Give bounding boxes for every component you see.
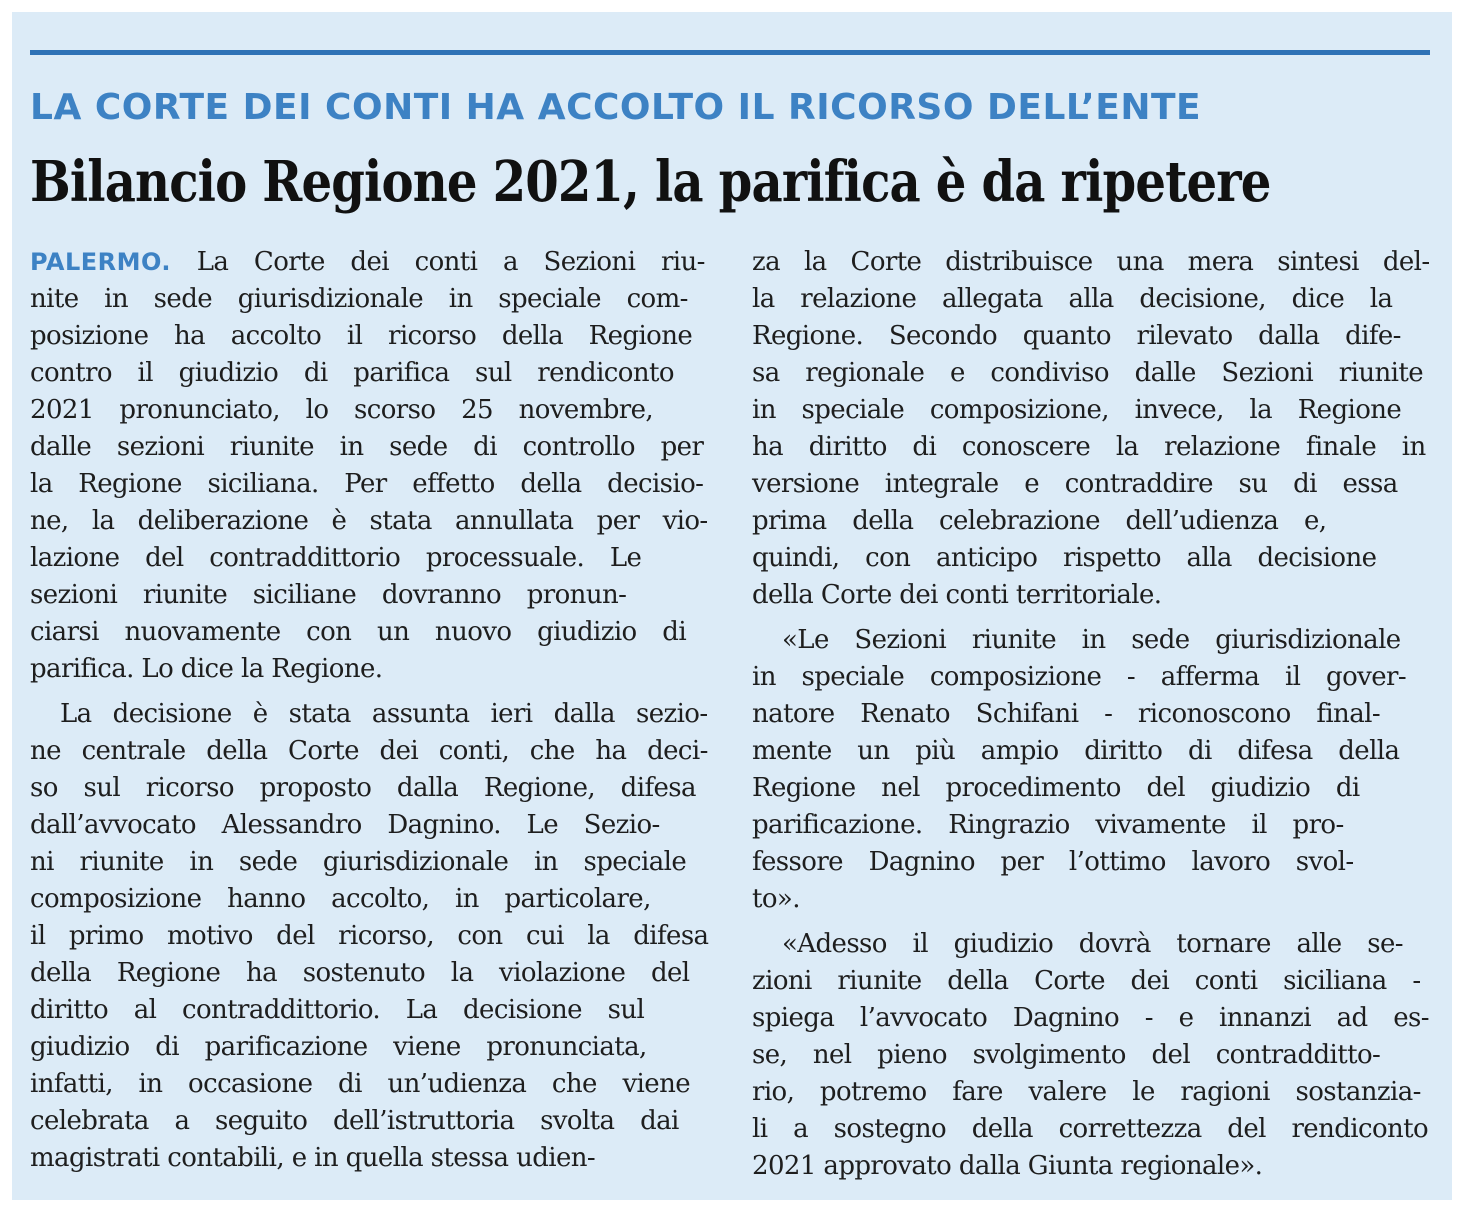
text-line xyxy=(30,992,708,1029)
line-text: giudizio di parificazione viene pronunciata, xyxy=(30,1032,647,1062)
line-text: «Adesso il giudizio dovrà tornare alle se- xyxy=(782,929,1403,959)
line-text: spiega l’avvocato Dagnino - e innanzi ad es- xyxy=(752,1003,1429,1033)
text-line xyxy=(752,1037,1430,1074)
text-line xyxy=(752,1000,1430,1037)
text-line xyxy=(30,1140,708,1177)
line-text: prima della celebrazione dell’udienza e, xyxy=(752,506,1327,536)
line-text: La Corte dei conti a Sezioni riu- xyxy=(196,247,705,277)
line-text: infatti, in occasione di un’udienza che viene xyxy=(30,1069,690,1099)
line-text: 2021 approvato dalla Giunta regionale». xyxy=(752,1151,1263,1181)
text-line xyxy=(752,733,1430,770)
line-text: «Le Sezioni riunite in sede giurisdizionale xyxy=(782,625,1401,655)
text-line xyxy=(752,622,1430,659)
article-headline: Bilancio Regione 2021, la parifica è da ripetere xyxy=(30,149,1271,215)
line-text: zioni riunite della Corte dei conti siciliana - xyxy=(752,966,1421,996)
article-kicker: LA CORTE DEI CONTI HA ACCOLTO IL RICORSO DELL’ENTE xyxy=(30,87,1202,128)
line-text: Regione. Secondo quanto rilevato dalla dife- xyxy=(752,321,1401,351)
line-text: to». xyxy=(752,884,800,914)
line-text: za la Corte distribuisce una mera sintesi del- xyxy=(752,247,1430,277)
text-line xyxy=(30,392,708,429)
left-column xyxy=(30,244,708,1177)
text-line xyxy=(30,355,708,392)
text-line xyxy=(752,281,1430,318)
line-text: versione integrale e contraddire su di essa xyxy=(752,469,1398,499)
text-line xyxy=(30,733,708,770)
right-column xyxy=(752,244,1430,1185)
text-line xyxy=(30,244,708,281)
text-line xyxy=(30,614,708,651)
text-line xyxy=(752,355,1430,392)
line-text: la relazione allegata alla decisione, dice la xyxy=(752,284,1393,314)
line-text: dall’avvocato Alessandro Dagnino. Le Sezio- xyxy=(30,810,660,840)
text-line xyxy=(752,392,1430,429)
line-text: ha diritto di conoscere la relazione finale in xyxy=(752,432,1426,462)
line-text: magistrati contabili, e in quella stessa udien- xyxy=(30,1143,596,1173)
line-text: se, nel pieno svolgimento del contradditto- xyxy=(752,1040,1381,1070)
text-line xyxy=(752,429,1430,466)
text-line xyxy=(752,318,1430,355)
text-line xyxy=(752,540,1430,577)
text-line xyxy=(752,881,1430,918)
line-text: mente un più ampio diritto di difesa della xyxy=(752,736,1400,766)
text-line xyxy=(752,1148,1430,1185)
text-line xyxy=(30,651,708,688)
text-line xyxy=(30,696,708,733)
text-line xyxy=(752,844,1430,881)
line-text: natore Renato Schifani - riconoscono final- xyxy=(752,699,1380,729)
text-line xyxy=(30,540,708,577)
line-text: La decisione è stata assunta ieri dalla sezio- xyxy=(60,699,708,729)
text-line xyxy=(752,577,1430,614)
line-text: sezioni riunite siciliane dovranno pronun- xyxy=(30,580,627,610)
text-line xyxy=(30,881,708,918)
dateline: PALERMO. xyxy=(30,248,172,276)
line-text: ni riunite in sede giurisdizionale in speciale xyxy=(30,847,687,877)
line-text: diritto al contraddittorio. La decisione sul xyxy=(30,995,645,1025)
line-text: contro il giudizio di parifica sul rendiconto xyxy=(30,358,674,388)
line-text: rio, potremo fare valere le ragioni sostanzia- xyxy=(752,1077,1421,1107)
text-line xyxy=(30,466,708,503)
line-text: parifica. Lo dice la Regione. xyxy=(30,654,383,684)
line-text: in speciale composizione, invece, la Regione xyxy=(752,395,1402,425)
line-text: composizione hanno accolto, in particolare, xyxy=(30,884,651,914)
text-line xyxy=(30,281,708,318)
text-line xyxy=(752,1111,1430,1148)
text-line xyxy=(30,577,708,614)
line-text: celebrata a seguito dell’istruttoria svolta dai xyxy=(30,1106,679,1136)
line-text: ne centrale della Corte dei conti, che ha deci- xyxy=(30,736,708,766)
line-text: parificazione. Ringrazio vivamente il pro- xyxy=(752,810,1344,840)
text-line xyxy=(30,1029,708,1066)
line-text: della Regione ha sostenuto la violazione del xyxy=(30,958,690,988)
line-text: della Corte dei conti territoriale. xyxy=(752,580,1162,610)
text-line xyxy=(30,807,708,844)
text-line xyxy=(752,659,1430,696)
line-text: in speciale composizione - afferma il gover- xyxy=(752,662,1407,692)
line-text: ciarsi nuovamente con un nuovo giudizio di xyxy=(30,617,687,647)
text-line xyxy=(30,770,708,807)
text-line xyxy=(752,466,1430,503)
line-text: so sul ricorso proposto dalla Regione, difesa xyxy=(30,773,696,803)
text-line xyxy=(30,1066,708,1103)
line-text: la Regione siciliana. Per effetto della decisio- xyxy=(30,469,704,499)
line-text: 2021 pronunciato, lo scorso 25 novembre, xyxy=(30,395,654,425)
text-line xyxy=(752,696,1430,733)
text-line xyxy=(30,503,708,540)
text-line xyxy=(30,844,708,881)
text-line xyxy=(30,918,708,955)
line-text: il primo motivo del ricorso, con cui la difesa xyxy=(30,921,709,951)
text-line xyxy=(30,1103,708,1140)
text-line xyxy=(752,1074,1430,1111)
line-text: lazione del contraddittorio processuale. Le xyxy=(30,543,642,573)
text-line xyxy=(30,955,708,992)
line-text: li a sostegno della correttezza del rendiconto xyxy=(752,1114,1429,1144)
line-text: posizione ha accolto il ricorso della Regione xyxy=(30,321,693,351)
text-line xyxy=(752,926,1430,963)
line-text: Regione nel procedimento del giudizio di xyxy=(752,773,1360,803)
text-line xyxy=(752,244,1430,281)
text-line xyxy=(752,963,1430,1000)
top-rule xyxy=(30,50,1430,55)
line-text: quindi, con anticipo rispetto alla decisione xyxy=(752,543,1377,573)
line-text: sa regionale e condiviso dalle Sezioni riunite xyxy=(752,358,1423,388)
line-text: ne, la deliberazione è stata annullata per vio- xyxy=(30,506,708,536)
line-text: nite in sede giurisdizionale in speciale com- xyxy=(30,284,688,314)
text-line xyxy=(30,318,708,355)
text-line xyxy=(752,503,1430,540)
line-text: fessore Dagnino per l’ottimo lavoro svol- xyxy=(752,847,1354,877)
line-text: dalle sezioni riunite in sede di controllo per xyxy=(30,432,704,462)
text-line xyxy=(752,770,1430,807)
text-line xyxy=(30,429,708,466)
text-line xyxy=(752,807,1430,844)
